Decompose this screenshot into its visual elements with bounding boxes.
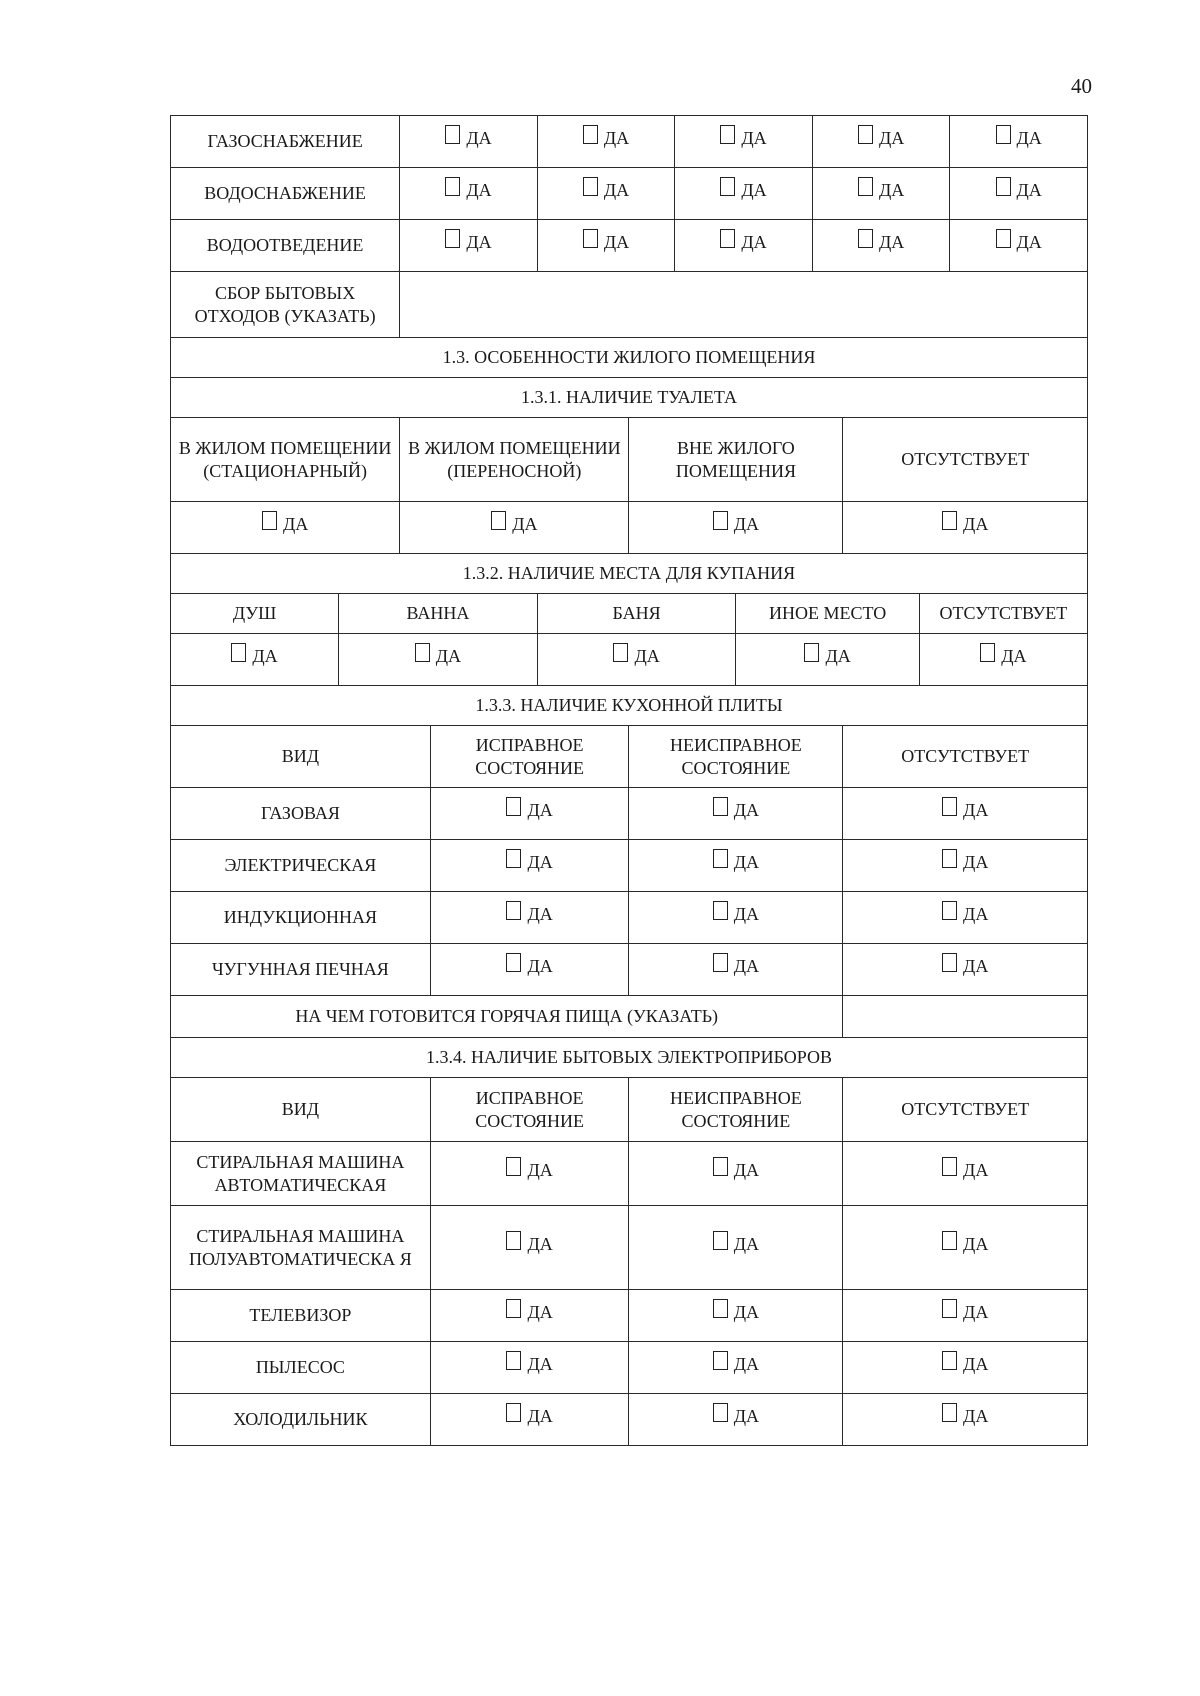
checkbox-square-icon[interactable] <box>858 125 873 144</box>
yes-checkbox[interactable] <box>445 179 491 202</box>
checkbox-square-icon[interactable] <box>415 643 430 662</box>
yes-checkbox[interactable] <box>804 645 850 668</box>
yes-label: ДА <box>733 1302 760 1322</box>
yes-checkbox[interactable] <box>506 903 552 926</box>
checkbox-square-icon[interactable] <box>506 953 521 972</box>
checkbox-square-icon[interactable] <box>713 901 728 920</box>
stove-type-label: ИНДУКЦИОННАЯ <box>171 892 431 944</box>
yes-checkbox[interactable] <box>996 231 1042 254</box>
stove-header: ОТСУТСТВУЕТ <box>843 726 1088 788</box>
utility-option-cell <box>537 168 675 220</box>
toilet-header: ОТСУТСТВУЕТ <box>843 418 1088 502</box>
yes-label: ДА <box>527 904 553 924</box>
yes-label: ДА <box>527 956 553 976</box>
checkbox-square-icon[interactable] <box>506 1403 521 1422</box>
yes-checkbox[interactable] <box>713 799 759 822</box>
stove-option-cell <box>629 892 843 944</box>
yes-checkbox[interactable] <box>996 127 1042 150</box>
yes-label: ДА <box>733 852 760 872</box>
appliance-type-label: СТИРАЛЬНАЯ МАШИНА ПОЛУАВТОМАТИЧЕСКА Я <box>171 1206 431 1290</box>
yes-label: ДА <box>741 232 767 252</box>
checkbox-square-icon[interactable] <box>942 901 957 920</box>
toilet-option-cell <box>843 502 1088 554</box>
yes-checkbox[interactable] <box>415 645 461 668</box>
utility-option-cell <box>400 168 538 220</box>
waste-input[interactable] <box>400 272 1088 338</box>
checkbox-square-icon[interactable] <box>996 177 1011 196</box>
checkbox-square-icon[interactable] <box>445 229 460 248</box>
utility-label: ВОДООТВЕДЕНИЕ <box>171 220 400 272</box>
checkbox-square-icon[interactable] <box>506 1299 521 1318</box>
hot-food-label: НА ЧЕМ ГОТОВИТСЯ ГОРЯЧАЯ ПИЩА (УКАЗАТЬ) <box>171 996 843 1038</box>
stove-option-cell <box>629 788 843 840</box>
checkbox-square-icon[interactable] <box>713 1403 728 1422</box>
subsection-title-toilet: 1.3.1. НАЛИЧИЕ ТУАЛЕТА <box>171 378 1088 418</box>
waste-label: СБОР БЫТОВЫХ ОТХОДОВ (УКАЗАТЬ) <box>171 272 400 338</box>
yes-checkbox[interactable] <box>506 799 552 822</box>
yes-label: ДА <box>527 1354 553 1374</box>
yes-checkbox[interactable] <box>583 127 629 150</box>
checkbox-square-icon[interactable] <box>445 125 460 144</box>
yes-label: ДА <box>963 904 989 924</box>
yes-label: ДА <box>878 128 905 148</box>
yes-checkbox[interactable] <box>996 179 1042 202</box>
yes-label: ДА <box>466 232 492 252</box>
appliance-option-cell <box>430 1342 629 1394</box>
appliance-option-cell <box>629 1342 843 1394</box>
bathing-header: ДУШ <box>171 594 339 634</box>
checkbox-square-icon[interactable] <box>942 849 957 868</box>
checkbox-square-icon[interactable] <box>713 953 728 972</box>
stove-type-label: ЭЛЕКТРИЧЕСКАЯ <box>171 840 431 892</box>
checkbox-square-icon[interactable] <box>713 797 728 816</box>
stove-option-cell <box>629 840 843 892</box>
yes-checkbox[interactable] <box>713 1233 759 1256</box>
utility-option-cell <box>537 116 675 168</box>
yes-checkbox[interactable] <box>942 903 988 926</box>
checkbox-square-icon[interactable] <box>506 849 521 868</box>
toilet-header: ВНЕ ЖИЛОГО ПОМЕЩЕНИЯ <box>629 418 843 502</box>
appliance-option-cell <box>843 1342 1088 1394</box>
bathing-option-cell <box>537 634 736 686</box>
yes-label: ДА <box>733 514 760 534</box>
yes-label: ДА <box>527 1234 553 1254</box>
yes-checkbox[interactable] <box>583 231 629 254</box>
yes-label: ДА <box>282 514 309 534</box>
bathing-option-cell <box>919 634 1087 686</box>
bathing-option-cell <box>339 634 538 686</box>
yes-label: ДА <box>1016 128 1042 148</box>
yes-checkbox[interactable] <box>445 127 491 150</box>
stove-option-cell <box>430 944 629 996</box>
appliance-option-cell <box>430 1394 629 1446</box>
yes-label: ДА <box>466 128 492 148</box>
appliance-type-label: СТИРАЛЬНАЯ МАШИНА АВТОМАТИЧЕСКАЯ <box>171 1142 431 1206</box>
appliance-option-cell <box>843 1206 1088 1290</box>
yes-checkbox[interactable] <box>858 179 904 202</box>
checkbox-square-icon[interactable] <box>713 1299 728 1318</box>
utility-option-cell <box>675 220 813 272</box>
appliance-header: ОТСУТСТВУЕТ <box>843 1078 1088 1142</box>
appliance-option-cell <box>629 1206 843 1290</box>
yes-checkbox[interactable] <box>858 231 904 254</box>
yes-label: ДА <box>963 1302 989 1322</box>
checkbox-square-icon[interactable] <box>506 1231 521 1250</box>
bathing-option-cell <box>171 634 339 686</box>
checkbox-square-icon[interactable] <box>942 511 957 530</box>
yes-label: ДА <box>741 128 767 148</box>
checkbox-square-icon[interactable] <box>713 1231 728 1250</box>
yes-label: ДА <box>733 1160 760 1180</box>
yes-checkbox[interactable] <box>980 645 1026 668</box>
yes-checkbox[interactable] <box>713 955 759 978</box>
checkbox-square-icon[interactable] <box>262 511 277 530</box>
yes-label: ДА <box>733 1354 760 1374</box>
appliance-type-label: ТЕЛЕВИЗОР <box>171 1290 431 1342</box>
yes-checkbox[interactable] <box>713 1159 759 1182</box>
checkbox-square-icon[interactable] <box>583 229 598 248</box>
checkbox-square-icon[interactable] <box>491 511 506 530</box>
bathing-header: ОТСУТСТВУЕТ <box>919 594 1087 634</box>
yes-checkbox[interactable] <box>613 645 659 668</box>
checkbox-square-icon[interactable] <box>858 229 873 248</box>
utility-option-cell <box>675 116 813 168</box>
utility-option-cell <box>812 116 950 168</box>
hot-food-input[interactable] <box>843 996 1088 1038</box>
appliance-type-label: ХОЛОДИЛЬНИК <box>171 1394 431 1446</box>
checkbox-square-icon[interactable] <box>583 177 598 196</box>
yes-checkbox[interactable] <box>506 1233 552 1256</box>
utility-label: ВОДОСНАБЖЕНИЕ <box>171 168 400 220</box>
section-title: 1.3. ОСОБЕННОСТИ ЖИЛОГО ПОМЕЩЕНИЯ <box>171 338 1088 378</box>
yes-label: ДА <box>1016 180 1042 200</box>
bathing-option-cell <box>736 634 919 686</box>
yes-label: ДА <box>512 514 538 534</box>
yes-checkbox[interactable] <box>713 1301 759 1324</box>
page-number: 40 <box>1071 74 1092 98</box>
checkbox-square-icon[interactable] <box>858 177 873 196</box>
checkbox-square-icon[interactable] <box>506 901 521 920</box>
checkbox-square-icon[interactable] <box>804 643 819 662</box>
yes-label: ДА <box>527 1302 553 1322</box>
checkbox-square-icon[interactable] <box>506 1351 521 1370</box>
subsection-title-stove: 1.3.3. НАЛИЧИЕ КУХОННОЙ ПЛИТЫ <box>171 686 1088 726</box>
checkbox-square-icon[interactable] <box>942 1231 957 1250</box>
yes-checkbox[interactable] <box>445 231 491 254</box>
yes-checkbox[interactable] <box>506 1405 552 1428</box>
toilet-option-cell <box>629 502 843 554</box>
utility-option-cell <box>950 116 1088 168</box>
appliance-header: ВИД <box>171 1078 431 1142</box>
yes-checkbox[interactable] <box>942 1405 988 1428</box>
utility-option-cell <box>950 220 1088 272</box>
yes-label: ДА <box>963 956 989 976</box>
yes-checkbox[interactable] <box>942 1353 988 1376</box>
toilet-header: В ЖИЛОМ ПОМЕЩЕНИИ (ПЕРЕНОСНОЙ) <box>400 418 629 502</box>
yes-label: ДА <box>963 1406 989 1426</box>
bathing-header: ИНОЕ МЕСТО <box>736 594 919 634</box>
stove-header: ВИД <box>171 726 431 788</box>
yes-label: ДА <box>252 646 278 666</box>
yes-checkbox[interactable] <box>942 513 988 536</box>
yes-label: ДА <box>435 646 462 666</box>
appliance-option-cell <box>629 1142 843 1206</box>
yes-checkbox[interactable] <box>231 645 277 668</box>
yes-checkbox[interactable] <box>942 851 988 874</box>
utility-option-cell <box>537 220 675 272</box>
appliance-option-cell <box>430 1290 629 1342</box>
appliance-header: ИСПРАВНОЕ СОСТОЯНИЕ <box>430 1078 629 1142</box>
yes-label: ДА <box>733 1406 760 1426</box>
subsection-title-appliances: 1.3.4. НАЛИЧИЕ БЫТОВЫХ ЭЛЕКТРОПРИБОРОВ <box>171 1038 1088 1078</box>
checkbox-square-icon[interactable] <box>942 1403 957 1422</box>
yes-checkbox[interactable] <box>583 179 629 202</box>
yes-checkbox[interactable] <box>720 231 766 254</box>
utility-option-cell <box>400 220 538 272</box>
checkbox-square-icon[interactable] <box>713 1157 728 1176</box>
yes-checkbox[interactable] <box>720 179 766 202</box>
yes-checkbox[interactable] <box>506 851 552 874</box>
checkbox-square-icon[interactable] <box>942 1351 957 1370</box>
appliance-option-cell <box>629 1290 843 1342</box>
stove-option-cell <box>843 892 1088 944</box>
checkbox-square-icon[interactable] <box>942 1299 957 1318</box>
bathing-header: БАНЯ <box>537 594 736 634</box>
subsection-title-bathing: 1.3.2. НАЛИЧИЕ МЕСТА ДЛЯ КУПАНИЯ <box>171 554 1088 594</box>
yes-checkbox[interactable] <box>713 1353 759 1376</box>
checkbox-square-icon[interactable] <box>720 229 735 248</box>
yes-label: ДА <box>527 1406 553 1426</box>
utility-option-cell <box>950 168 1088 220</box>
stove-option-cell <box>430 788 629 840</box>
yes-label: ДА <box>1001 646 1027 666</box>
yes-checkbox[interactable] <box>262 513 308 536</box>
bathing-header: ВАННА <box>339 594 538 634</box>
checkbox-square-icon[interactable] <box>583 125 598 144</box>
yes-checkbox[interactable] <box>491 513 537 536</box>
yes-label: ДА <box>878 180 905 200</box>
yes-label: ДА <box>603 128 630 148</box>
yes-checkbox[interactable] <box>713 903 759 926</box>
yes-label: ДА <box>825 646 851 666</box>
yes-checkbox[interactable] <box>942 799 988 822</box>
checkbox-square-icon[interactable] <box>720 177 735 196</box>
yes-checkbox[interactable] <box>506 1353 552 1376</box>
appliance-option-cell <box>843 1142 1088 1206</box>
yes-label: ДА <box>527 1160 553 1180</box>
appliance-option-cell <box>843 1290 1088 1342</box>
checkbox-square-icon[interactable] <box>996 125 1011 144</box>
checkbox-square-icon[interactable] <box>720 125 735 144</box>
checkbox-square-icon[interactable] <box>942 797 957 816</box>
yes-label: ДА <box>963 1160 989 1180</box>
yes-label: ДА <box>733 956 760 976</box>
yes-label: ДА <box>963 514 989 534</box>
yes-checkbox[interactable] <box>506 955 552 978</box>
utility-label: ГАЗОСНАБЖЕНИЕ <box>171 116 400 168</box>
yes-label: ДА <box>1016 232 1042 252</box>
checkbox-square-icon[interactable] <box>942 953 957 972</box>
stove-option-cell <box>843 788 1088 840</box>
yes-label: ДА <box>733 904 760 924</box>
checkbox-square-icon[interactable] <box>713 1351 728 1370</box>
yes-label: ДА <box>878 232 905 252</box>
stove-header: ИСПРАВНОЕ СОСТОЯНИЕ <box>430 726 629 788</box>
checkbox-square-icon[interactable] <box>506 797 521 816</box>
utility-option-cell <box>400 116 538 168</box>
yes-label: ДА <box>733 1234 760 1254</box>
checkbox-square-icon[interactable] <box>713 511 728 530</box>
stove-header: НЕИСПРАВНОЕ СОСТОЯНИЕ <box>629 726 843 788</box>
checkbox-square-icon[interactable] <box>231 643 246 662</box>
appliance-type-label: ПЫЛЕСОС <box>171 1342 431 1394</box>
yes-checkbox[interactable] <box>713 1405 759 1428</box>
yes-checkbox[interactable] <box>713 513 759 536</box>
checkbox-square-icon[interactable] <box>506 1157 521 1176</box>
yes-label: ДА <box>603 180 630 200</box>
stove-option-cell <box>843 840 1088 892</box>
yes-label: ДА <box>527 852 553 872</box>
yes-checkbox[interactable] <box>858 127 904 150</box>
utility-option-cell <box>812 168 950 220</box>
form-table <box>170 115 1088 1446</box>
checkbox-square-icon[interactable] <box>996 229 1011 248</box>
stove-option-cell <box>843 944 1088 996</box>
yes-label: ДА <box>963 1354 989 1374</box>
yes-label: ДА <box>733 800 760 820</box>
yes-checkbox[interactable] <box>942 1233 988 1256</box>
checkbox-square-icon[interactable] <box>980 643 995 662</box>
stove-type-label: ГАЗОВАЯ <box>171 788 431 840</box>
yes-label: ДА <box>466 180 492 200</box>
utility-option-cell <box>675 168 813 220</box>
appliance-option-cell <box>843 1394 1088 1446</box>
toilet-option-cell <box>171 502 400 554</box>
yes-label: ДА <box>963 800 989 820</box>
checkbox-square-icon[interactable] <box>942 1157 957 1176</box>
yes-checkbox[interactable] <box>942 1159 988 1182</box>
stove-option-cell <box>430 840 629 892</box>
utility-option-cell <box>812 220 950 272</box>
appliance-option-cell <box>430 1206 629 1290</box>
appliance-option-cell <box>629 1394 843 1446</box>
stove-option-cell <box>629 944 843 996</box>
yes-label: ДА <box>603 232 630 252</box>
yes-checkbox[interactable] <box>942 955 988 978</box>
yes-label: ДА <box>527 800 553 820</box>
toilet-header: В ЖИЛОМ ПОМЕЩЕНИИ (СТАЦИОНАРНЫЙ) <box>171 418 400 502</box>
yes-checkbox[interactable] <box>506 1159 552 1182</box>
checkbox-square-icon[interactable] <box>713 849 728 868</box>
checkbox-square-icon[interactable] <box>613 643 628 662</box>
yes-checkbox[interactable] <box>942 1301 988 1324</box>
toilet-option-cell <box>400 502 629 554</box>
yes-checkbox[interactable] <box>506 1301 552 1324</box>
checkbox-square-icon[interactable] <box>445 177 460 196</box>
yes-checkbox[interactable] <box>713 851 759 874</box>
yes-label: ДА <box>634 646 660 666</box>
appliance-header: НЕИСПРАВНОЕ СОСТОЯНИЕ <box>629 1078 843 1142</box>
yes-label: ДА <box>963 1234 989 1254</box>
stove-option-cell <box>430 892 629 944</box>
yes-label: ДА <box>963 852 989 872</box>
stove-type-label: ЧУГУННАЯ ПЕЧНАЯ <box>171 944 431 996</box>
yes-checkbox[interactable] <box>720 127 766 150</box>
yes-label: ДА <box>741 180 767 200</box>
appliance-option-cell <box>430 1142 629 1206</box>
